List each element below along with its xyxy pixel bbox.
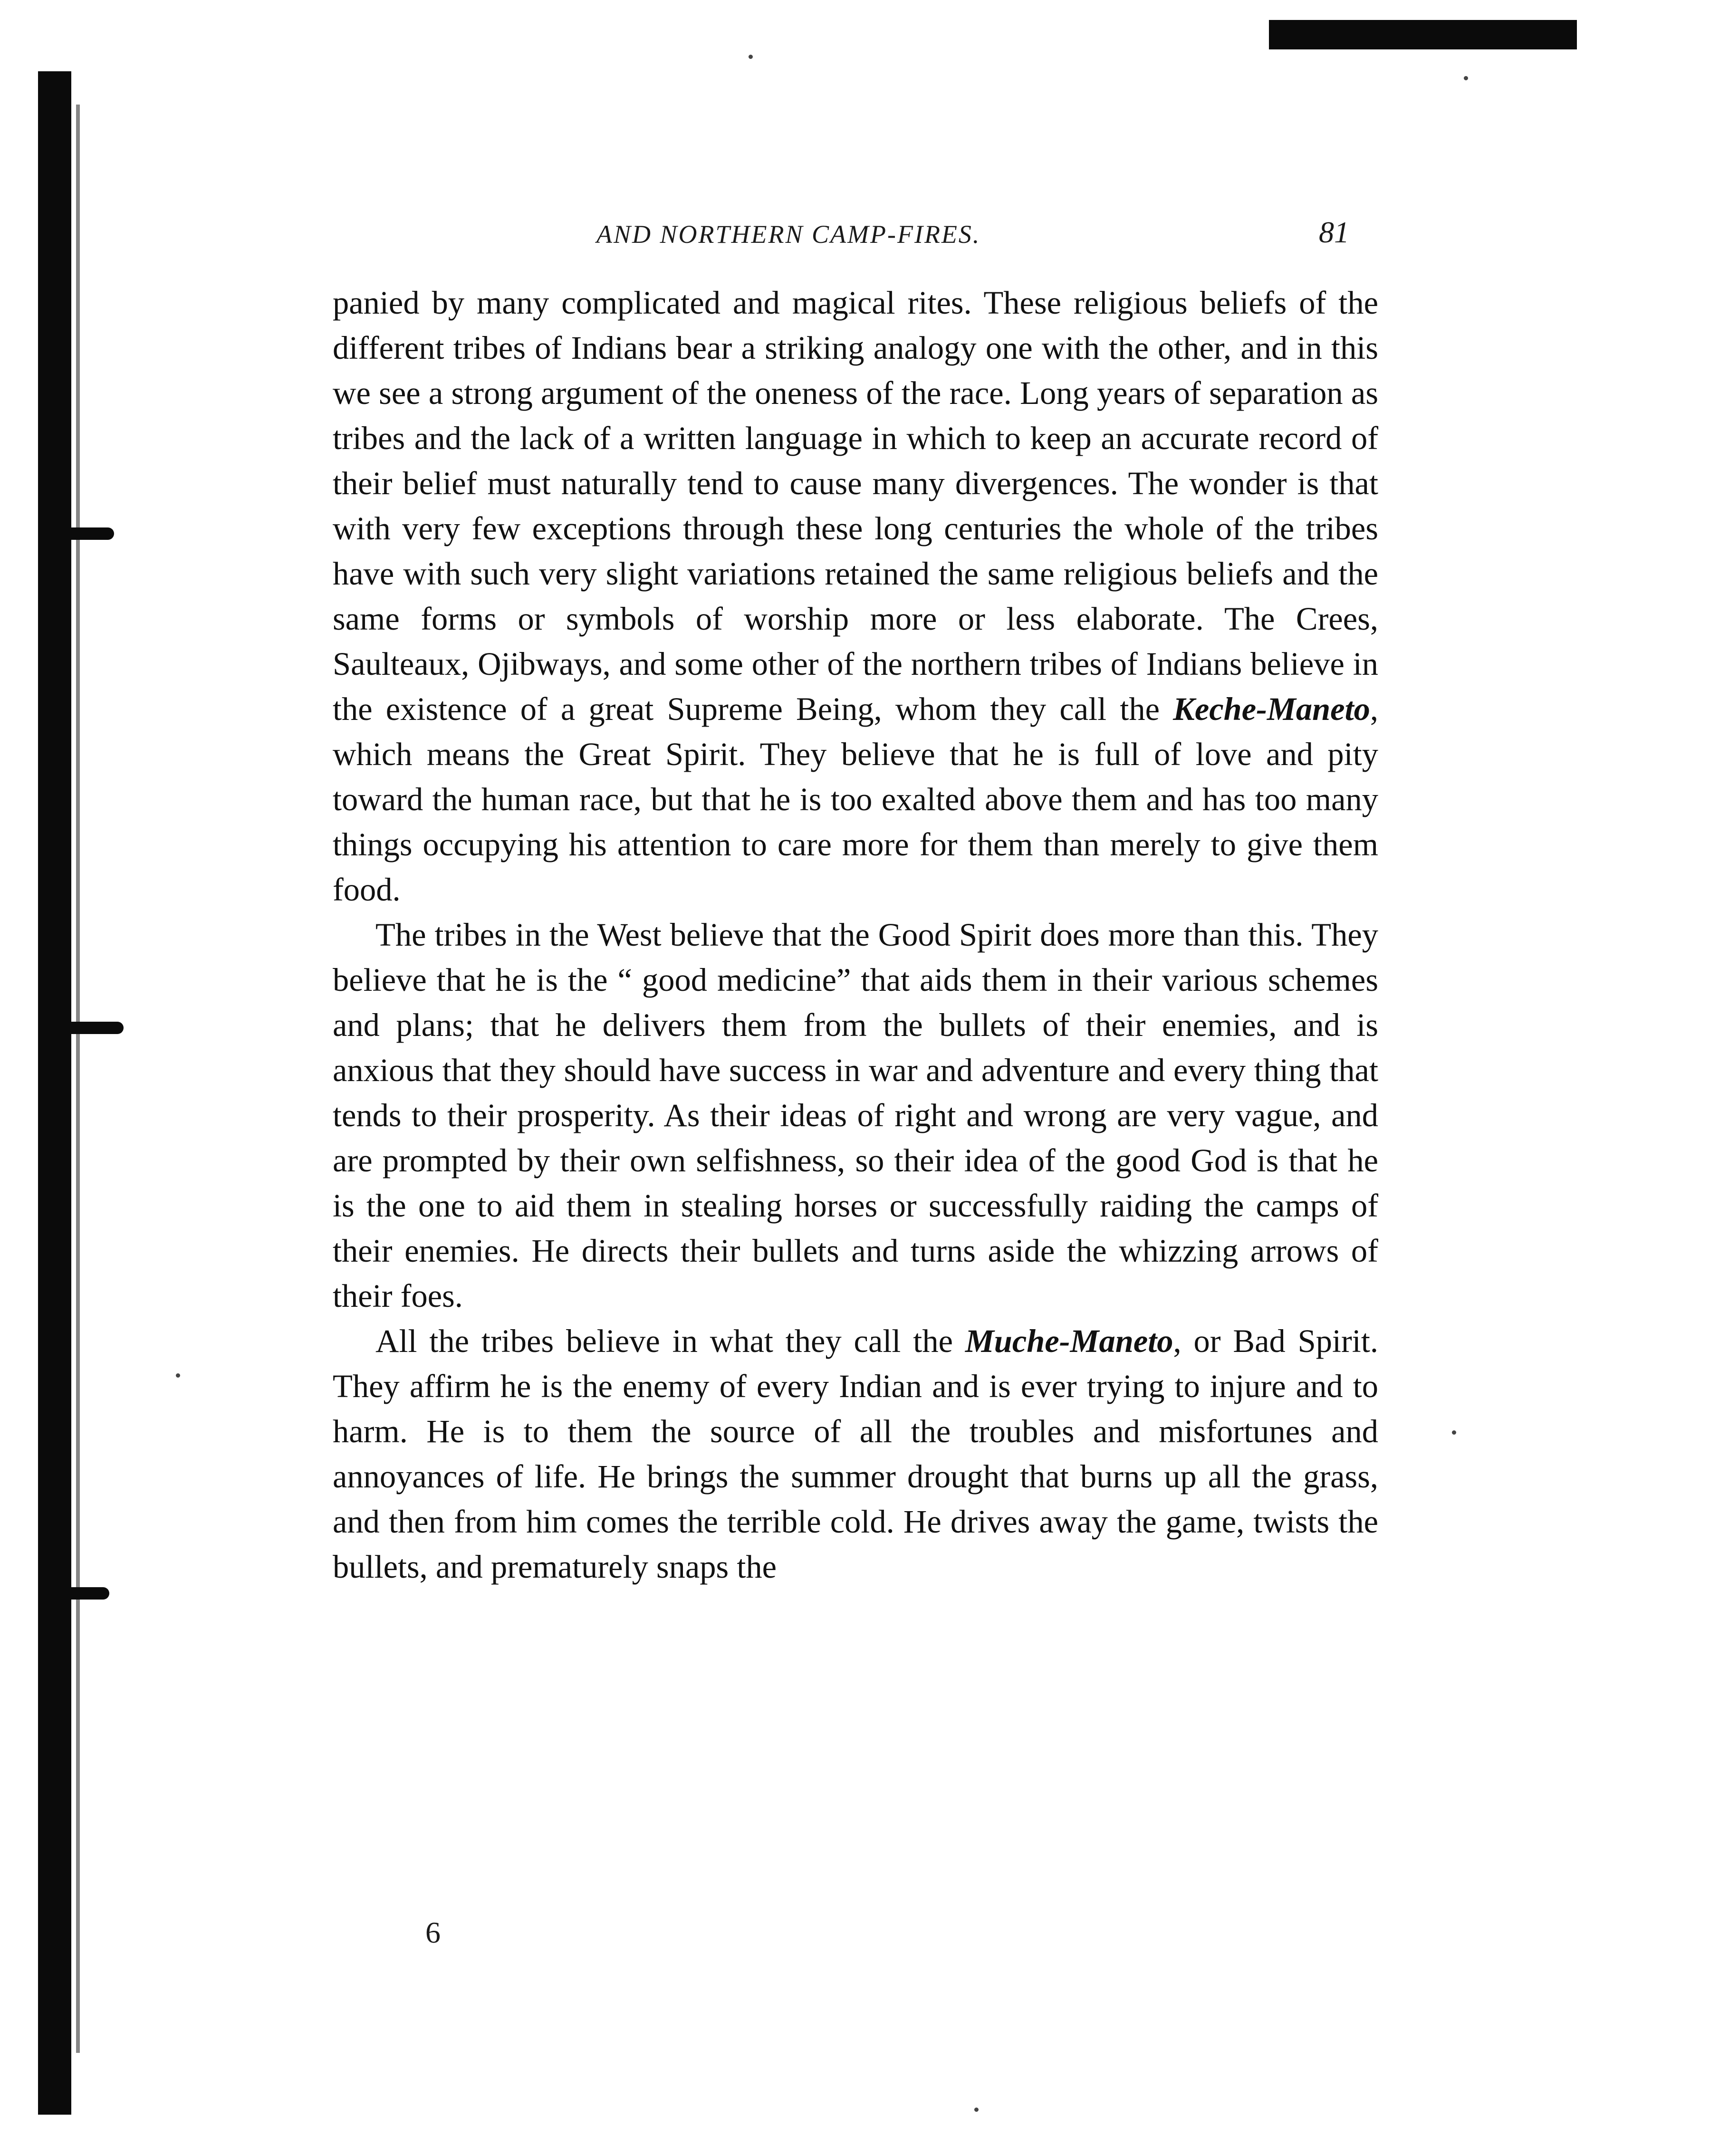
text-run: , or Bad Spirit. They affirm he is the enemy of every Indian and is ever trying to injure and to harm. He is to them the source of all the troubles and misfortunes and annoyances of life. He brings the summer drought that burns up all the grass, and then from him comes the terrible cold. He drives away the game, twists the bullets, and prematurely snaps the xyxy=(333,1323,1378,1585)
page-number: 81 xyxy=(1319,215,1349,249)
binding-notch xyxy=(71,1587,109,1600)
binding-notch xyxy=(71,1022,124,1034)
scan-speck xyxy=(1464,76,1468,80)
italic-term: Muche-Maneto xyxy=(965,1323,1173,1359)
paragraph xyxy=(333,912,1378,1319)
text-run: panied by many complicated and magical rites. These religious beliefs of the different tribes of Indians bear a striking analogy one with the other, and in this we see a strong argument of the oneness of the race. Long years of separation as tribes and the lack of a written language in which to keep an accurate record of their belief must naturally tend to cause many divergences. The wonder is that with very few exceptions through these long centuries the whole of the tribes have with such very slight variations retained the same religious beliefs and the same forms or symbols of worship more or less elaborate. The Crees, Saulteaux, Ojibways, and some other of the northern tribes of Indians believe in the existence of a great Supreme Being, whom they call the xyxy=(333,285,1378,727)
paragraph xyxy=(333,280,1378,912)
scan-speck xyxy=(974,2108,979,2112)
signature-mark: 6 xyxy=(425,1916,441,1949)
scan-corner-mark xyxy=(1269,20,1577,49)
binding-notch xyxy=(71,527,114,540)
text-run: All the tribes believe in what they call the xyxy=(375,1323,965,1359)
running-head: AND NORTHERN CAMP-FIRES. xyxy=(596,220,981,249)
body-text xyxy=(333,280,1378,1590)
italic-term: Keche-Maneto xyxy=(1173,691,1370,727)
text-run: , which means the Great Spirit. They believe that he is full of love and pity toward the human race, but that he is too exalted above them and has too many things occupying his attention to care more for them than merely to give them food. xyxy=(333,691,1378,908)
binding-edge-line xyxy=(76,105,80,2053)
scan-speck xyxy=(176,1373,180,1378)
binding-shadow xyxy=(38,71,71,2115)
scan-speck xyxy=(749,55,753,59)
scan-speck xyxy=(1452,1430,1456,1435)
paragraph xyxy=(333,1319,1378,1590)
text-run: The tribes in the West believe that the Good Spirit does more than this. They believe that he is the “ good medicine” that aids them in their various schemes and plans; that he delivers them from the bullets of their enemies, and is anxious that they should have success in war and adventure and every thing that tends to their prosperity. As their ideas of right and wrong are very vague, and are prompted by their own selfishness, so their idea of the good God is that he is the one to aid them in stealing horses or successfully raiding the camps of their enemies. He directs their bullets and turns aside the whizzing arrows of their foes. xyxy=(333,917,1378,1314)
